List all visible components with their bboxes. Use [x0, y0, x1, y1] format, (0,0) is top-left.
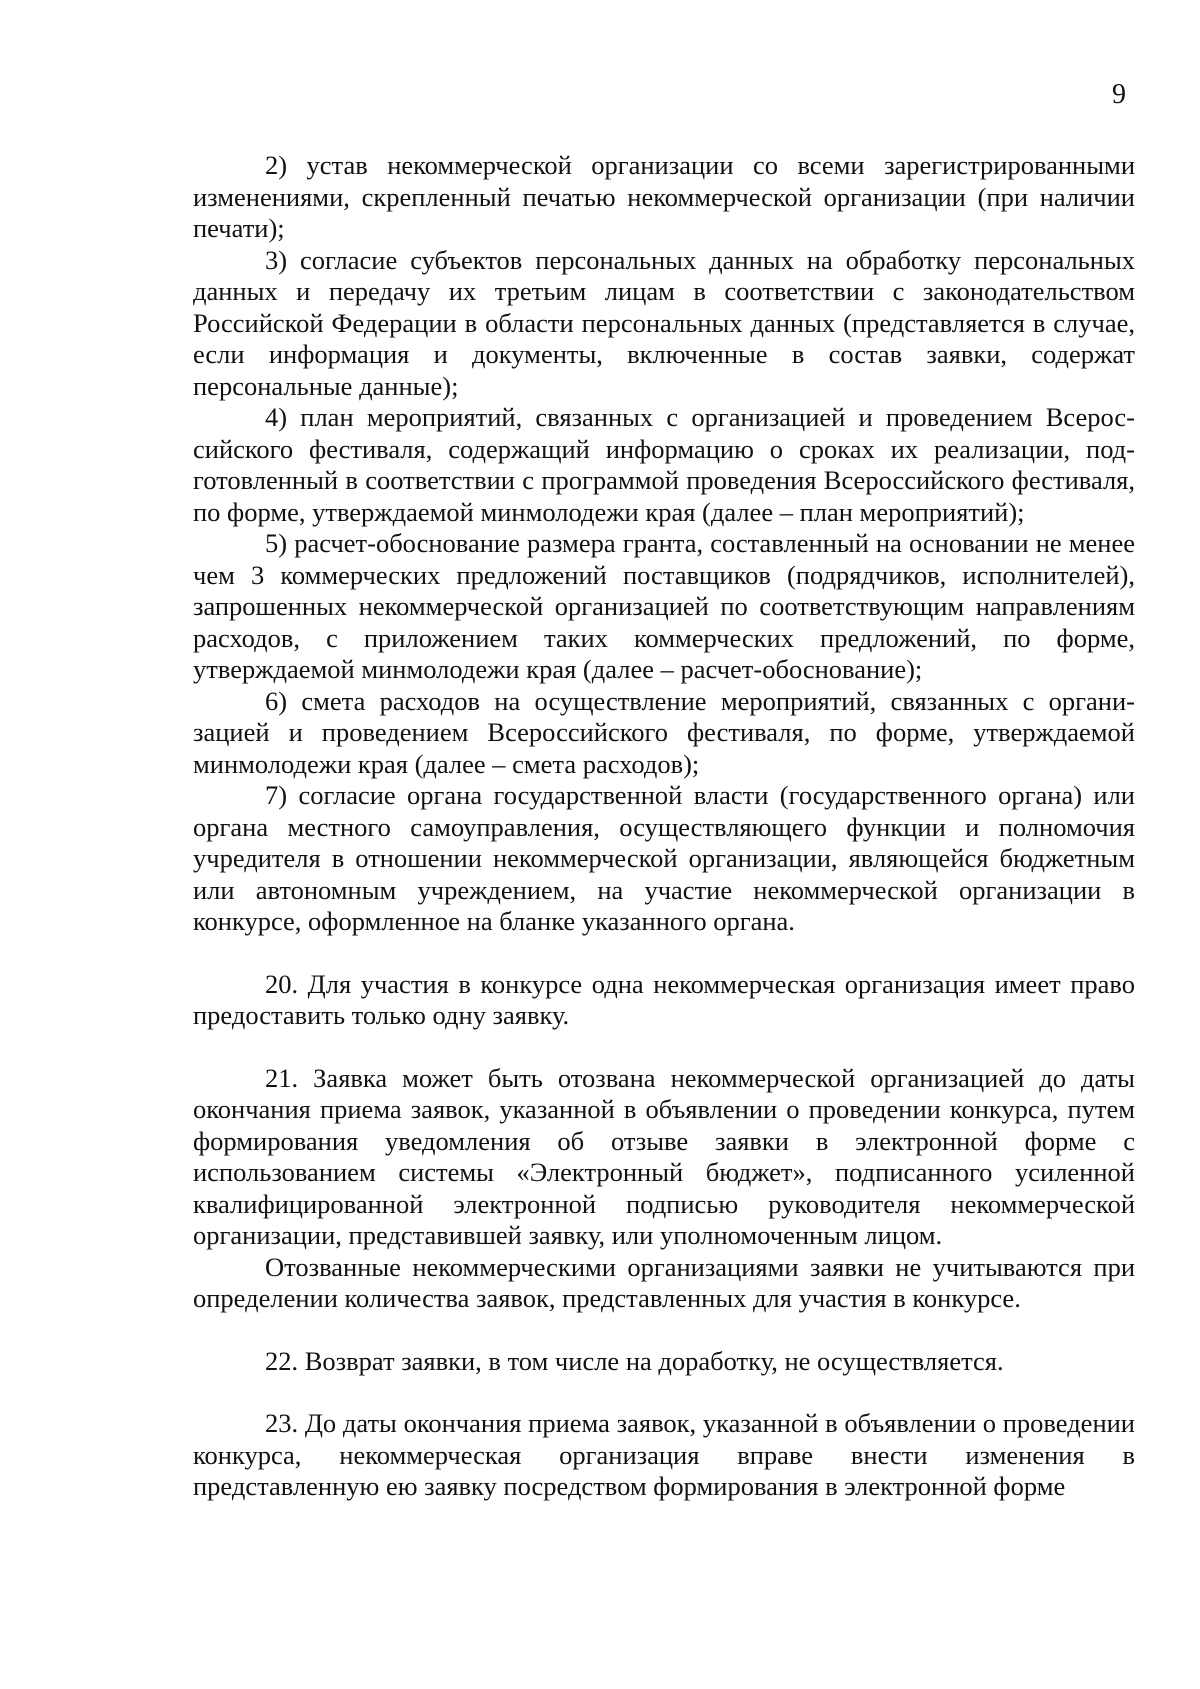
paragraph-clause-21: 21. Заявка может быть отозвана некоммерческой организацией до даты окончания приема заявок, указанной в объявлении о проведении конкурса, путем формирования уведомления об отзыве заявки в электронной форме с использованием системы «Электронный бюджет», подписанного усиленной квалифицированной электронной подписью руководителя некоммерческой организации, представившей заявку, или уполномоченным лицом.	[193, 1062, 1135, 1250]
paragraph-item-4: 4) план мероприятий, связанных с организацией и проведением Всероссийского фестиваля, содержащий информацию о сроках их реализации, подготовленный в соответствии с программой проведения Всероссийского фестиваля, по форме, утверждаемой минмолодежи края (далее – план мероприятий);	[193, 402, 1135, 527]
paragraph-clause-21-continued: Отозванные некоммерческими организациями заявки не учитываются при определении количества заявок, представленных для участия в конкурсе.	[193, 1251, 1135, 1313]
paragraph-item-7: 7) согласие органа государственной власти (государственного органа) или органа местного самоуправления, осуществляющего функции и полномочия учредителя в отношении некоммерческой организации, являющейся бюджетным или автономным учреждением, на участие некоммерческой организации в конкурсе, оформленное на бланке указанного органа.	[193, 780, 1135, 936]
paragraph-item-5: 5) расчет-обоснование размера гранта, составленный на основании не менее чем 3 коммерческих предложений поставщиков (подрядчиков, исполнителей), запрошенных некоммерческой организацией по соответствующим направлениям расходов, с приложением таких коммерческих предложений, по форме, утверждаемой минмолодежи края (далее – расчет-обоснование);	[193, 528, 1135, 684]
paragraph-clause-20: 20. Для участия в конкурсе одна некоммерческая организация имеет право предоставить только одну заявку.	[193, 968, 1135, 1030]
document-body	[193, 150, 1135, 1503]
paragraph-item-6: 6) смета расходов на осуществление мероприятий, связанных с организацией и проведением Всероссийского фестиваля, по форме, утверждаемой минмолодежи края (далее – смета расходов);	[193, 685, 1135, 779]
paragraph-item-3: 3) согласие субъектов персональных данных на обработку персональных данных и передачу их третьим лицам в соответствии с законодательством Российской Федерации в области персональных данных (представляется в случае, если информация и документы, включенные в состав заявки, содержат персональные данные);	[193, 244, 1135, 401]
page-number: 9	[1112, 79, 1126, 110]
paragraph-clause-22: 22. Возврат заявки, в том числе на доработку, не осуществляется.	[265, 1345, 1004, 1376]
paragraph-item-2: 2) устав некоммерческой организации со всеми зарегистрированными изменениями, скрепленный печатью некоммерческой организации (при наличии печати);	[193, 150, 1135, 243]
paragraph-clause-23: 23. До даты окончания приема заявок, указанной в объявлении о проведении конкурса, некоммерческая организация вправе внести изменения в представленную ею заявку посредством формирования в электронной форме	[193, 1408, 1135, 1501]
